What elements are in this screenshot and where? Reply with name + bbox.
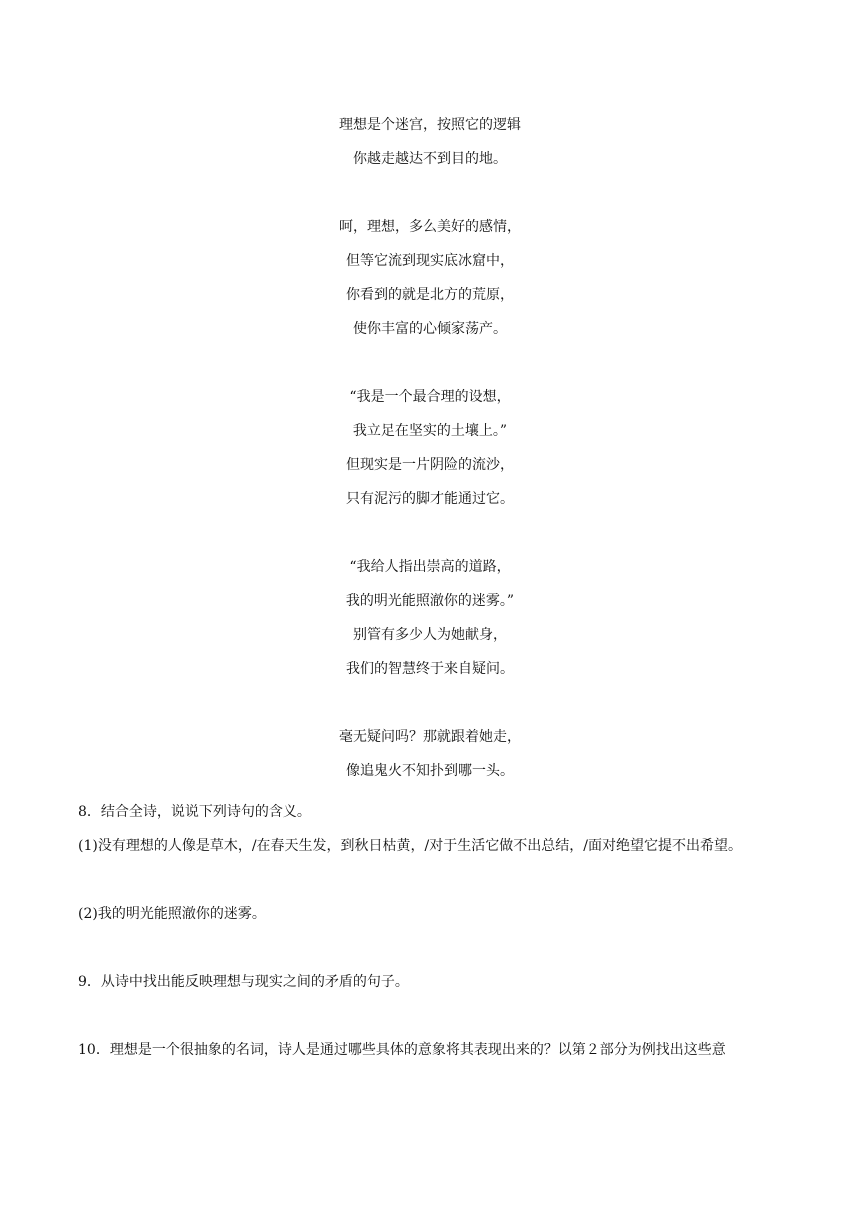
poem-stanza-1 xyxy=(0,108,860,176)
question-8-title: 8．结合全诗，说说下列诗句的含义。 xyxy=(78,804,311,820)
poem-line: 我们的智慧终于来自疑问。 xyxy=(346,661,514,677)
poem-line: 只有泥污的脚才能通过它。 xyxy=(346,491,514,507)
poem-line: 呵，理想，多么美好的感情， xyxy=(339,219,521,235)
poem-line: 但等它流到现实底冰窟中， xyxy=(346,253,514,269)
poem-line: 使你丰富的心倾家荡产。 xyxy=(353,321,507,337)
poem-stanza-3 xyxy=(0,380,860,516)
poem xyxy=(0,108,860,788)
poem-stanza-4 xyxy=(0,550,860,686)
poem-line: 别管有多少人为她献身， xyxy=(353,627,507,643)
question-8-item-2: (2)我的明光能照澈你的迷雾。 xyxy=(78,906,266,922)
poem-stanza-2 xyxy=(0,210,860,346)
poem-line: 你看到的就是北方的荒原， xyxy=(346,287,514,303)
poem-line: 但现实是一片阴险的流沙， xyxy=(346,457,514,473)
question-8-item-1: (1)没有理想的人像是草木，/在春天生发，到秋日枯黄，/对于生活它做不出总结，/面对绝望它提不出希望。 xyxy=(78,838,742,854)
questions-section xyxy=(78,795,778,1067)
poem-line: 毫无疑问吗？那就跟着她走， xyxy=(339,729,521,745)
poem-stanza-5 xyxy=(0,720,860,788)
poem-line: 我的明光能照澈你的迷雾。” xyxy=(345,593,515,609)
poem-line: 你越走越达不到目的地。 xyxy=(353,151,507,167)
poem-line: 我立足在坚实的土壤上。” xyxy=(352,423,508,439)
poem-line: 理想是个迷宫，按照它的逻辑 xyxy=(339,117,521,133)
poem-line: 像追鬼火不知扑到哪一头。 xyxy=(346,763,514,779)
poem-line: “我给人指出崇高的道路， xyxy=(349,559,511,575)
poem-line: “我是一个最合理的设想， xyxy=(349,389,511,405)
question-10: 10．理想是一个很抽象的名词，诗人是通过哪些具体的意象将其表现出来的？以第２部分为例找出这些意 xyxy=(78,1042,726,1058)
question-9: 9．从诗中找出能反映理想与现实之间的矛盾的句子。 xyxy=(78,974,409,990)
